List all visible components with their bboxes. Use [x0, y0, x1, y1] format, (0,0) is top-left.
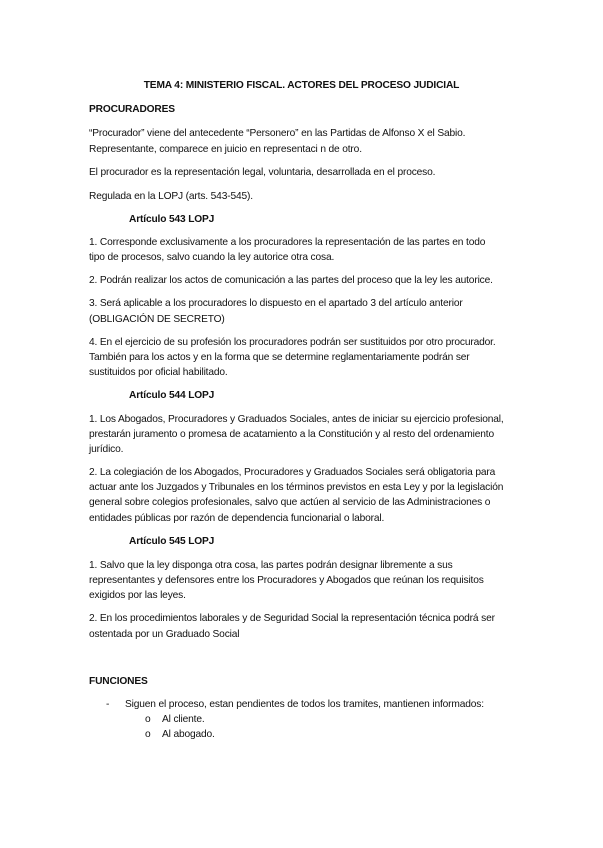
intro-line-1: “Procurador” viene del antecedente “Personero” en las Partidas de Alfonso X el Sabio. [89, 128, 466, 139]
list-bullet-dash: - [106, 699, 110, 710]
section-heading-procuradores: PROCURADORES [89, 104, 175, 115]
list-bullet-o: o [145, 729, 151, 740]
list-bullet-o: o [145, 714, 151, 725]
art543-p3-line1: 3. Será aplicable a los procuradores lo dispuesto en el apartado 3 del artículo anterior [89, 298, 463, 309]
art544-p2-line2: actuar ante los Juzgados y Tribunales en los términos previstos en esta Ley y por la legislación [89, 482, 504, 493]
art543-p3-line2: (OBLIGACIÓN DE SECRETO) [89, 314, 225, 325]
list-subitem-cliente: Al cliente. [162, 714, 205, 725]
art544-p2-line1: 2. La colegiación de los Abogados, Procuradores y Graduados Sociales será obligatoria para [89, 467, 496, 478]
section-heading-funciones: FUNCIONES [89, 676, 148, 687]
art543-p2-line1: 2. Podrán realizar los actos de comunicación a las partes del proceso que la ley les autorice. [89, 275, 493, 286]
list-item-main: Siguen el proceso, estan pendientes de todos los tramites, mantienen informados: [125, 699, 484, 710]
art544-p1-line1: 1. Los Abogados, Procuradores y Graduados Sociales, antes de iniciar su ejercicio profesional, [89, 414, 504, 425]
list-subitem-abogado: Al abogado. [162, 729, 215, 740]
art545-p1-line3: exigidos por las leyes. [89, 590, 186, 601]
page-title: TEMA 4: MINISTERIO FISCAL. ACTORES DEL PROCESO JUDICIAL [143, 80, 460, 91]
art545-p1-line2: representantes y defensores entre los Procuradores y Abogados que reúnan los requisitos [89, 575, 484, 586]
intro-line-4: Regulada en la LOPJ (arts. 543-545). [89, 191, 253, 202]
article-545-heading: Artículo 545 LOPJ [129, 536, 215, 547]
art543-p1-line2: tipo de procesos, salvo cuando la ley autorice otra cosa. [89, 252, 335, 263]
article-543-heading: Artículo 543 LOPJ [129, 214, 215, 225]
art543-p4-line3: sustituidos por oficial habilitado. [89, 367, 228, 378]
art544-p1-line2: prestarán juramento o promesa de acatamiento a la Constitución y al resto del ordenamiento [89, 429, 494, 440]
art545-p1-line1: 1. Salvo que la ley disponga otra cosa, las partes podrán designar libremente a sus [89, 560, 453, 571]
art545-p2-line2: ostentada por un Graduado Social [89, 629, 240, 640]
art543-p1-line1: 1. Corresponde exclusivamente a los procuradores la representación de las partes en todo [89, 237, 486, 248]
intro-line-3: El procurador es la representación legal, voluntaria, desarrollada en el proceso. [89, 167, 436, 178]
article-544-heading: Artículo 544 LOPJ [129, 390, 215, 401]
art544-p2-line3: general sobre colegios profesionales, salvo que actúen al servicio de las Administraciones o [89, 497, 491, 508]
art543-p4-line1: 4. En el ejercicio de su profesión los procuradores podrán ser sustituidos por otro procurador. [89, 337, 496, 348]
art544-p1-line3: jurídico. [89, 444, 124, 455]
art544-p2-line4: entidades públicas por razón de dependencia funcionarial o laboral. [89, 513, 385, 524]
art545-p2-line1: 2. En los procedimientos laborales y de Seguridad Social la representación técnica podrá ser [89, 613, 495, 624]
art543-p4-line2: También para los actos y en la forma que se determine reglamentariamente podrán ser [89, 352, 470, 363]
intro-line-2: Representante, comparece en juicio en representaci n de otro. [89, 144, 362, 155]
